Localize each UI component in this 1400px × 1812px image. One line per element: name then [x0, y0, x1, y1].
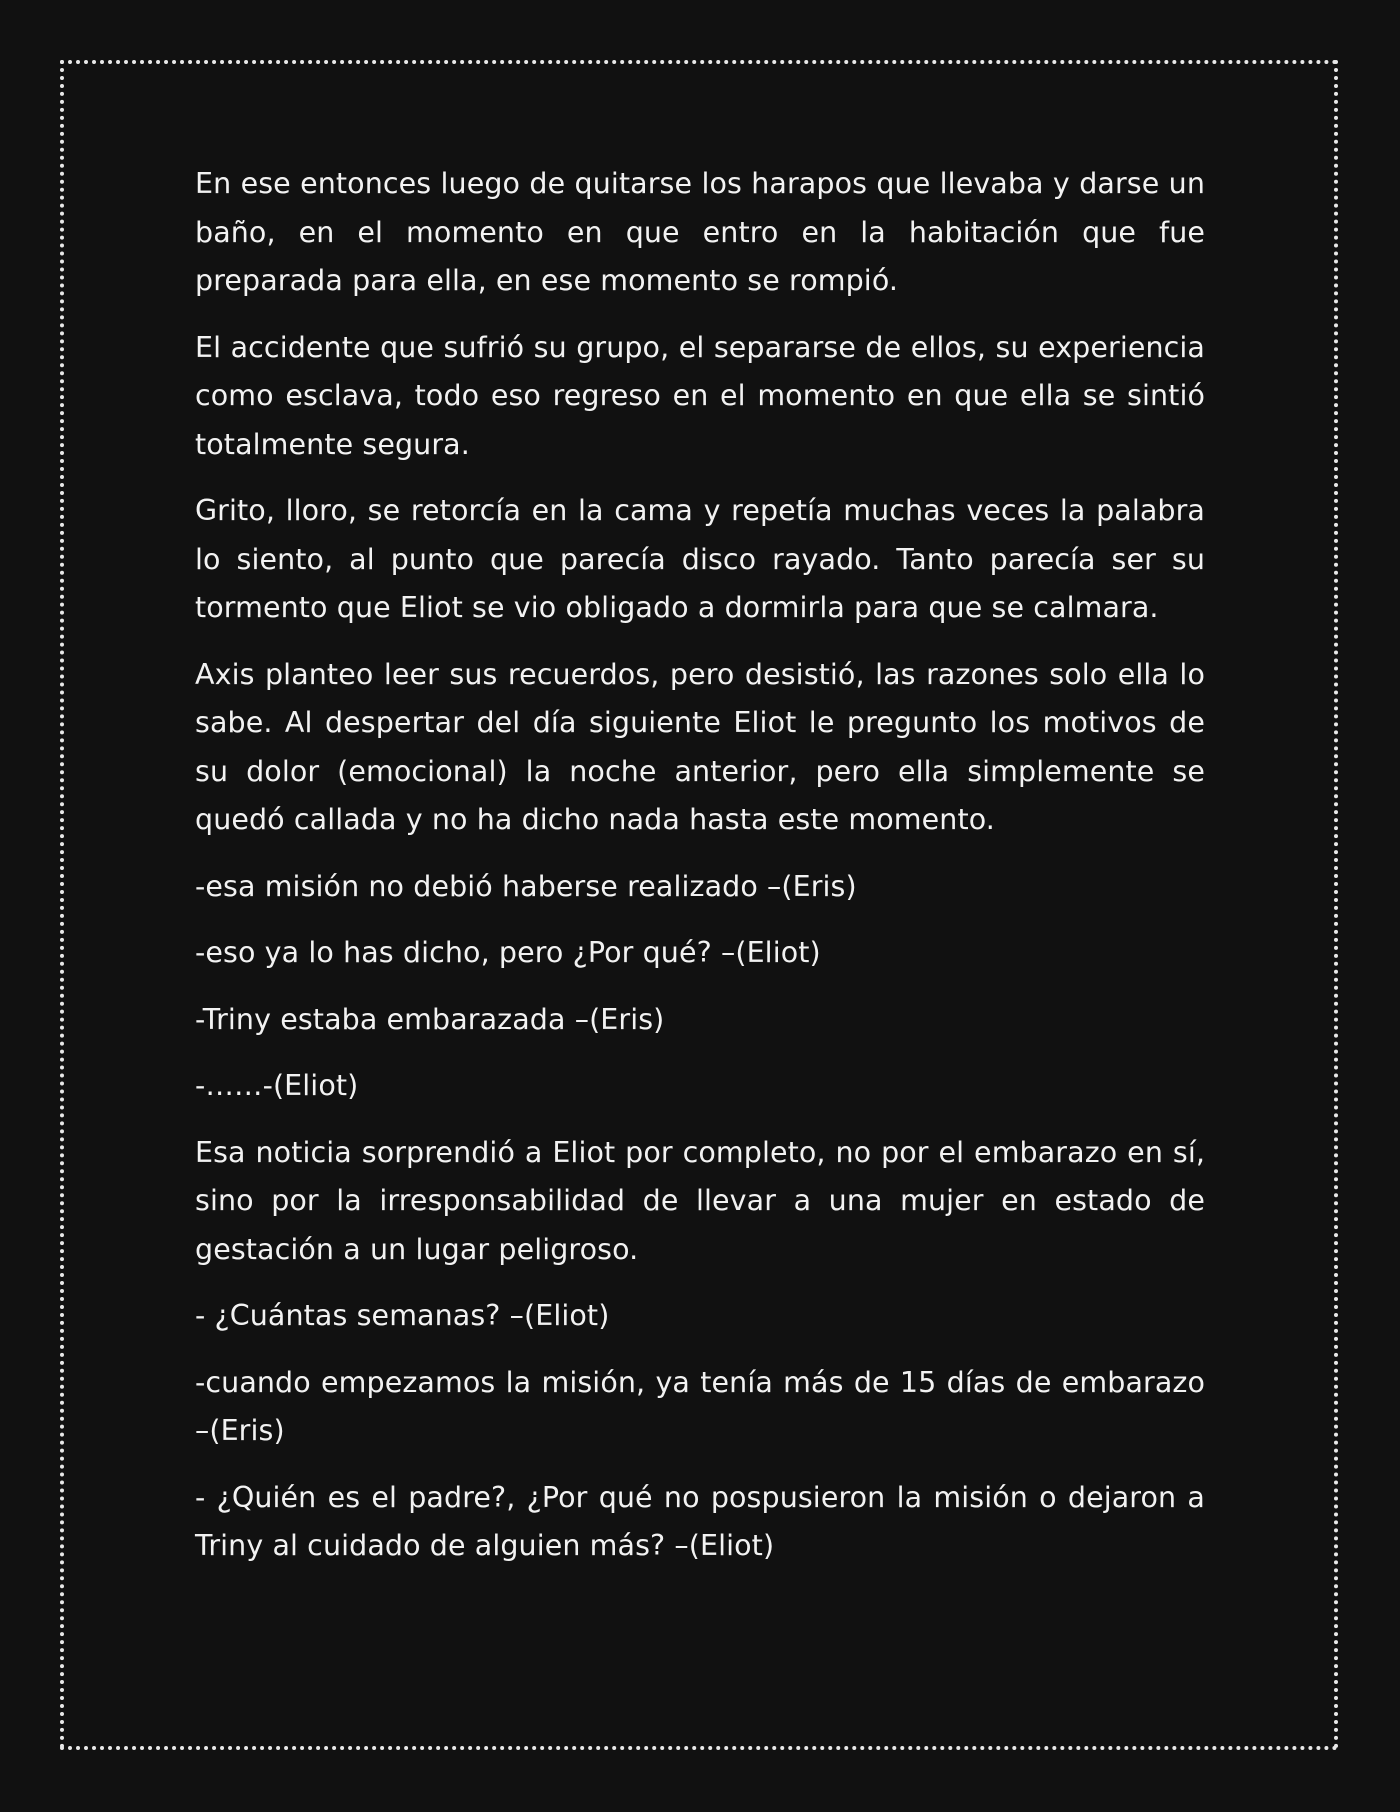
- paragraph: El accidente que sufrió su grupo, el separarse de ellos, su experiencia como esclava, todo eso regreso en el momento en que ella se sintió totalmente segura.: [195, 330, 1205, 461]
- dialogue-line: -esa misión no debió haberse realizado –(Eris): [195, 869, 857, 903]
- page-text: [195, 160, 1205, 1589]
- dialogue-line: -Triny estaba embarazada –(Eris): [195, 1002, 665, 1036]
- paragraph: Axis planteo leer sus recuerdos, pero desistió, las razones solo ella lo sabe. Al despertar del día siguiente Eliot le pregunto los motivos de su dolor (emocional) la noche anterior, pero ella simplemente se quedó callada y no ha dicho nada hasta este momento.: [195, 657, 1205, 836]
- paragraph: Grito, lloro, se retorcía en la cama y repetía muchas veces la palabra lo siento, al punto que parecía disco rayado. Tanto parecía ser su tormento que Eliot se vio obligado a dormirla para que se calmara.: [195, 494, 1205, 624]
- dialogue-line: -cuando empezamos la misión, ya tenía más de 15 días de embarazo –(Eris): [195, 1365, 1205, 1447]
- paragraph: En ese entonces luego de quitarse los harapos que llevaba y darse un baño, en el momento en que entro en la habitación que fue preparada para ella, en ese momento se rompió.: [195, 167, 1205, 297]
- dialogue-line: - ¿Cuántas semanas? –(Eliot): [195, 1299, 610, 1332]
- dialogue-line: - ¿Quién es el padre?, ¿Por qué no pospusieron la misión o dejaron a Triny al cuidado de alguien más? –(Eliot): [195, 1480, 1205, 1562]
- dialogue-line: -eso ya lo has dicho, pero ¿Por qué? –(Eliot): [195, 936, 821, 969]
- paragraph: Esa noticia sorprendió a Eliot por completo, no por el embarazo en sí, sino por la irresponsabilidad de llevar a una mujer en estado de gestación a un lugar peligroso.: [195, 1135, 1205, 1266]
- dialogue-line: -……-(Eliot): [195, 1069, 359, 1102]
